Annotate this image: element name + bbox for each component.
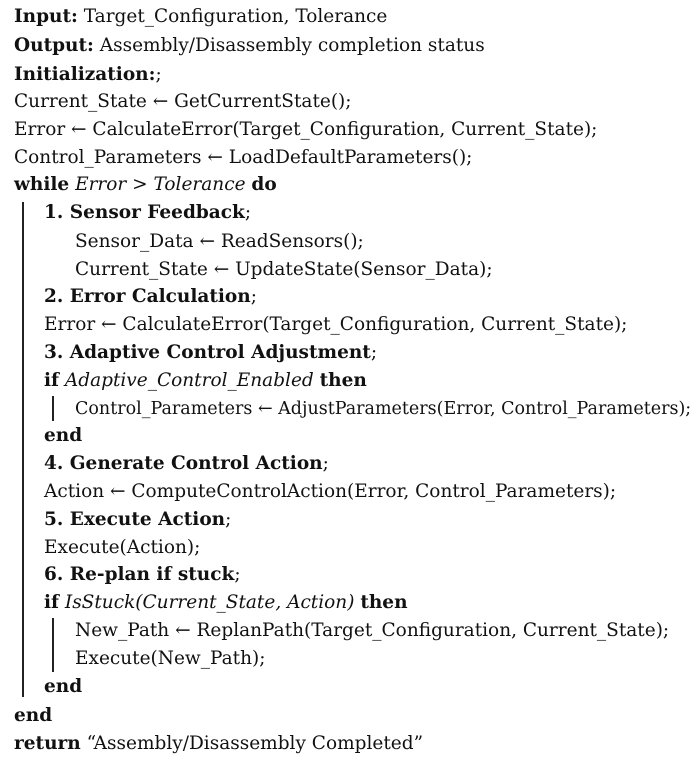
step-3-adjust-parameters: Control_Parameters ← AdjustParameters(Error, Control_Parameters); xyxy=(75,399,692,419)
return-value: “Assembly/Disassembly Completed” xyxy=(80,733,424,754)
while-line xyxy=(14,170,277,200)
while-condition: Error > Tolerance xyxy=(69,174,252,195)
step-1-update-state: Current_State ← UpdateState(Sensor_Data); xyxy=(75,259,493,280)
step-3-if-line xyxy=(44,366,367,396)
step-3-end-keyword: end xyxy=(44,425,83,446)
init-current-state: Current_State ← GetCurrentState(); xyxy=(14,91,352,112)
initialization-keyword: Initialization: xyxy=(14,64,156,85)
step-6-title: 6. Re-plan if stuck xyxy=(44,564,235,585)
do-keyword: do xyxy=(251,174,277,195)
step-6-if-line xyxy=(44,588,408,618)
step-6-then-keyword: then xyxy=(360,592,408,613)
return-line xyxy=(14,729,423,759)
step-6-end-line xyxy=(44,672,82,702)
step-3-then-keyword: then xyxy=(319,370,367,391)
step-2-title-line: 2. Error Calculation; xyxy=(44,286,257,307)
while-keyword: while xyxy=(14,174,70,195)
output-keyword: Output: xyxy=(14,35,94,56)
step-6-if-block-bar xyxy=(52,618,54,672)
step-5-title: 5. Execute Action xyxy=(44,509,226,530)
step-5-title-line: 5. Execute Action; xyxy=(44,509,232,530)
step-3-if-keyword: if xyxy=(44,370,59,391)
input-params: Target_Configuration, Tolerance xyxy=(77,6,388,27)
step-6-end-keyword: end xyxy=(44,676,83,697)
while-end-keyword: end xyxy=(14,705,53,726)
output-line xyxy=(14,31,485,61)
input-line xyxy=(14,2,387,32)
step-3-title: 3. Adaptive Control Adjustment xyxy=(44,342,371,363)
step-3-end-line xyxy=(44,421,82,451)
output-description: Assembly/Disassembly completion status xyxy=(93,35,485,56)
input-keyword: Input: xyxy=(14,6,78,27)
step-6-if-condition: IsStuck(Current_State, Action) xyxy=(59,592,361,613)
step-1-title: 1. Sensor Feedback xyxy=(44,202,245,223)
return-keyword: return xyxy=(14,733,81,754)
step-6-execute-new-path: Execute(New_Path); xyxy=(75,648,266,669)
init-error: Error ← CalculateError(Target_Configuration, Current_State); xyxy=(14,119,598,140)
while-end-line xyxy=(14,701,52,731)
while-block-bar xyxy=(22,202,24,697)
init-control-parameters: Control_Parameters ← LoadDefaultParameters(); xyxy=(14,147,473,168)
step-6-replan-path: New_Path ← ReplanPath(Target_Configuration, Current_State); xyxy=(75,620,670,641)
initialization-semicolon: ; xyxy=(155,64,162,85)
step-4-compute-action: Action ← ComputeControlAction(Error, Control_Parameters); xyxy=(44,481,617,502)
step-2-title: 2. Error Calculation xyxy=(44,286,251,307)
step-3-title-line: 3. Adaptive Control Adjustment; xyxy=(44,342,378,363)
step-4-title: 4. Generate Control Action xyxy=(44,453,323,474)
step-3-if-block-bar xyxy=(52,396,54,421)
step-4-title-line: 4. Generate Control Action; xyxy=(44,453,329,474)
step-1-title-line: 1. Sensor Feedback; xyxy=(44,202,252,223)
step-1-read-sensors: Sensor_Data ← ReadSensors(); xyxy=(75,231,364,252)
step-6-if-keyword: if xyxy=(44,592,59,613)
step-3-if-condition: Adaptive_Control_Enabled xyxy=(59,370,320,391)
step-5-execute: Execute(Action); xyxy=(44,537,201,558)
step-2-calculate-error: Error ← CalculateError(Target_Configuration, Current_State); xyxy=(44,314,628,335)
step-6-title-line: 6. Re-plan if stuck; xyxy=(44,564,241,585)
initialization-line xyxy=(14,60,162,90)
